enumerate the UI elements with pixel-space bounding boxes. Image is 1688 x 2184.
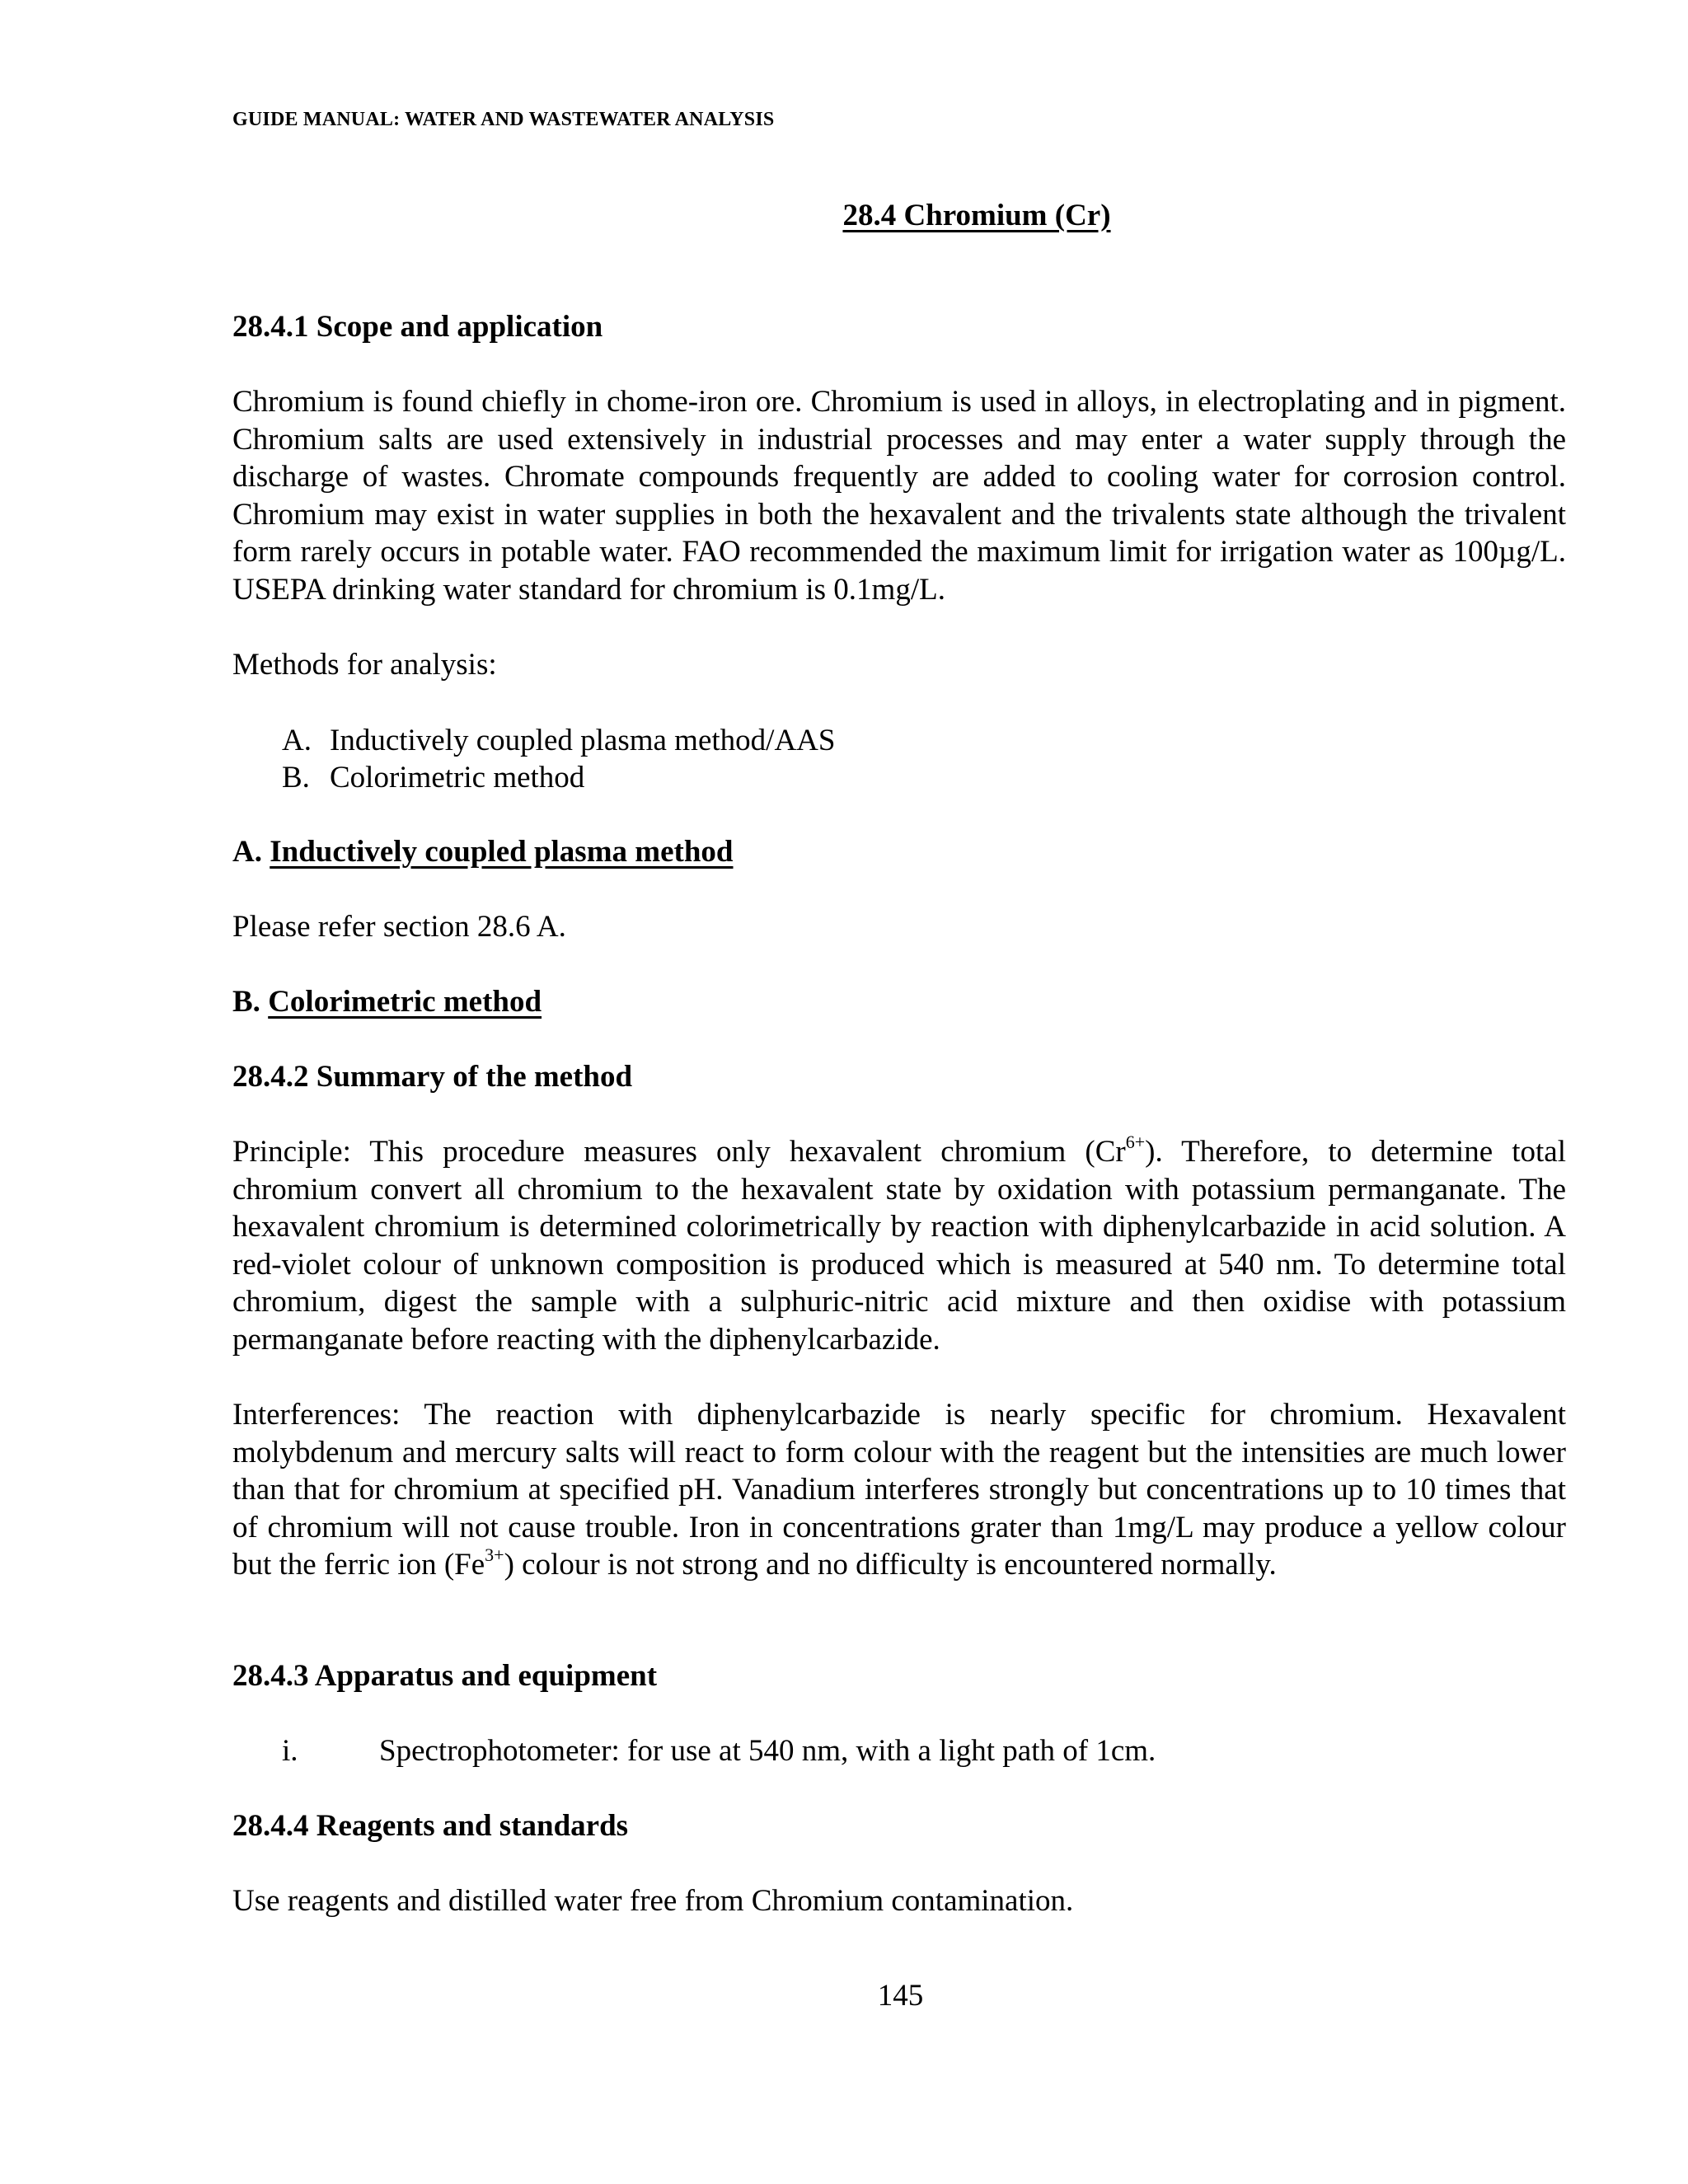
apparatus-heading: 28.4.3 Apparatus and equipment	[232, 1659, 658, 1693]
apparatus-list-marker: i.	[282, 1734, 298, 1768]
ferric-ion-charge: 3+	[485, 1544, 504, 1565]
reagents-heading: 28.4.4 Reagents and standards	[232, 1809, 629, 1843]
scope-paragraph: Chromium is found chiefly in chome-iron ore. Chromium is used in alloys, in electroplating and in pigment. Chromium salts are used extensively in industrial processes and may enter a water supply through the discharge of wastes. Chromate compounds frequently are added to cooling water for corrosion control. Chromium may exist in water supplies in both the hexavalent and the trivalents state although the trivalent form rarely occurs in potable water. FAO recommended the maximum limit for irrigation water as 100µg/L. USEPA drinking water standard for chromium is 0.1mg/L.	[232, 385, 1566, 607]
interferences-text-start: Interferences: The reaction with diphenylcarbazide is nearly specific for chromium. Hexavalent molybdenum and mercury salts will react to form colour with the reagent but the intensities are much lower than that for chromium at specified pH. Vanadium interferes strongly but concentrations up to 10 times that of chromium will not cause trouble. Iron in concentrations grater than 1mg/L may produce a yellow colour but the ferric ion (Fe	[232, 1398, 1566, 1582]
page-number: 145	[877, 1979, 924, 2013]
summary-heading: 28.4.2 Summary of the method	[232, 1060, 633, 1094]
apparatus-list-item: Spectrophotometer: for use at 540 nm, with a light path of 1cm.	[379, 1734, 1156, 1768]
running-header: GUIDE MANUAL: WATER AND WASTEWATER ANALYSIS	[232, 109, 775, 130]
method-list-item: Inductively coupled plasma method/AAS	[330, 724, 836, 757]
principle-text-start: Principle: This procedure measures only hexavalent chromium (Cr	[232, 1135, 1126, 1169]
method-b-heading	[232, 984, 542, 1019]
method-b-prefix: B.	[232, 985, 260, 1019]
method-list-marker: A.	[282, 724, 312, 757]
method-a-title: Inductively coupled plasma method	[270, 835, 734, 869]
methods-intro: Methods for analysis:	[232, 648, 497, 682]
reagents-text: Use reagents and distilled water free from Chromium contamination.	[232, 1884, 1074, 1918]
section-title: 28.4 Chromium (Cr)	[842, 199, 1111, 232]
method-list-marker: B.	[282, 761, 310, 794]
interferences-paragraph	[232, 1396, 1566, 1584]
principle-paragraph	[232, 1133, 1566, 1358]
method-b-title: Colorimetric method	[268, 985, 542, 1019]
scope-heading: 28.4.1 Scope and application	[232, 310, 603, 344]
method-a-reference: Please refer section 28.6 A.	[232, 910, 566, 944]
principle-text-end: ). Therefore, to determine total chromium convert all chromium to the hexavalent state by oxidation with potassium permanganate. The hexavalent chromium is determined colorimetrically by reaction with diphenylcarbazide in acid solution. A red-violet colour of unknown composition is produced which is measured at 540 nm. To determine total chromium, digest the sample with a sulphuric-nitric acid mixture and then oxidise with potassium permanganate before reacting with the diphenylcarbazide.	[232, 1135, 1566, 1357]
method-a-prefix: A.	[232, 835, 262, 869]
interferences-text-end: ) colour is not strong and no difficulty is encountered normally.	[504, 1548, 1277, 1582]
chromium-ion-charge: 6+	[1125, 1132, 1146, 1152]
method-a-heading	[232, 834, 734, 869]
method-list-item: Colorimetric method	[330, 761, 585, 794]
